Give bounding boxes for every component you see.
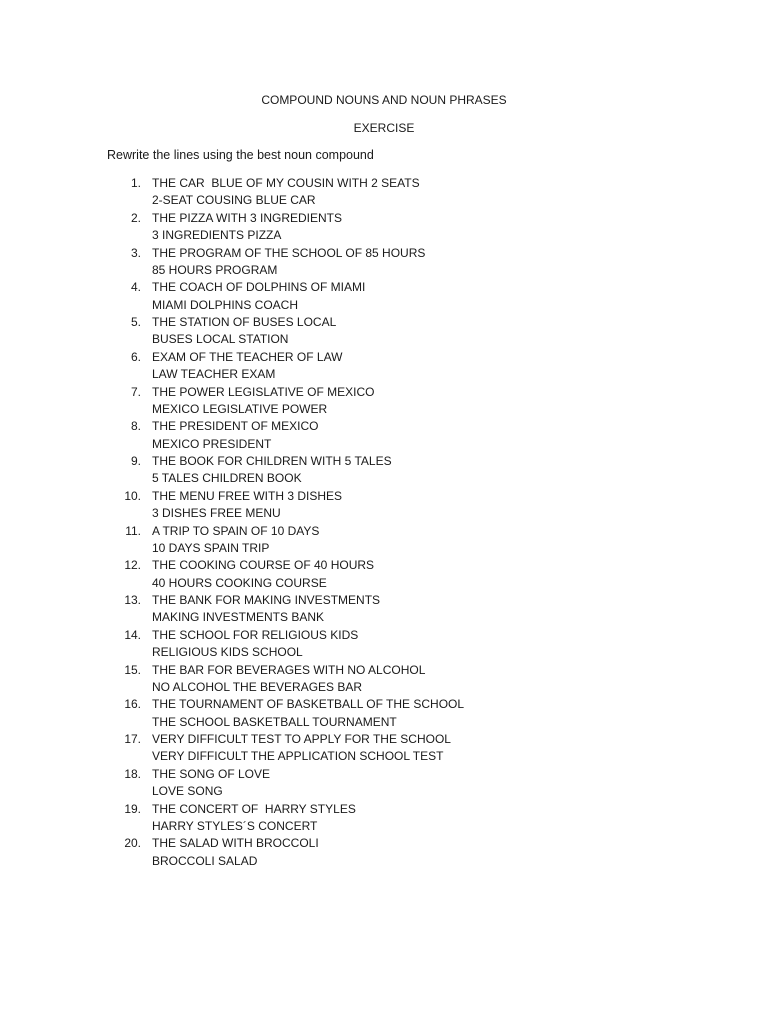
item-answer: 3 DISHES FREE MENU [152, 506, 281, 521]
item-number: 6. [130, 349, 141, 364]
item-answer: MEXICO LEGISLATIVE POWER [152, 401, 328, 416]
item-number: 13. [124, 593, 141, 607]
item-number: 1. [130, 176, 141, 190]
item-number: 11. [125, 523, 141, 538]
item-question: THE COACH OF DOLPHINS OF MIAMI [152, 280, 366, 295]
list-item [0, 627, 768, 662]
item-number: 17. [124, 732, 141, 746]
item-number: 12. [124, 558, 141, 573]
item-question: THE PRESIDENT OF MEXICO [152, 419, 319, 434]
item-question: THE PIZZA WITH 3 INGREDIENTS [152, 210, 343, 225]
list-item [0, 314, 768, 349]
item-number: 14. [124, 627, 141, 642]
item-number: 3. [130, 245, 141, 260]
item-number: 2. [130, 210, 141, 225]
document-subtitle: EXERCISE [353, 121, 415, 135]
item-question: THE SCHOOL FOR RELIGIOUS KIDS [152, 627, 359, 642]
item-question: THE BANK FOR MAKING INVESTMENTS [152, 593, 381, 607]
item-number: 16. [124, 697, 141, 712]
item-number: 4. [130, 280, 141, 295]
item-question: THE SALAD WITH BROCCOLI [152, 836, 319, 851]
item-answer: 3 INGREDIENTS PIZZA [152, 228, 282, 243]
list-item [0, 488, 768, 523]
item-question: THE SONG OF LOVE [152, 766, 271, 781]
list-item [0, 696, 768, 731]
exercise-instruction: Rewrite the lines using the best noun compound [107, 148, 374, 162]
item-question: THE POWER LEGISLATIVE OF MEXICO [152, 384, 375, 399]
list-item [0, 210, 768, 245]
document-title: COMPOUND NOUNS AND NOUN PHRASES [261, 93, 507, 107]
list-item [0, 731, 768, 766]
item-question: THE STATION OF BUSES LOCAL [152, 315, 337, 329]
item-answer: 5 TALES CHILDREN BOOK [152, 471, 302, 486]
list-item [0, 453, 768, 488]
item-answer: RELIGIOUS KIDS SCHOOL [152, 645, 303, 660]
item-answer: THE SCHOOL BASKETBALL TOURNAMENT [152, 714, 397, 729]
list-item [0, 418, 768, 453]
item-number: 20. [124, 836, 141, 851]
item-answer: MEXICO PRESIDENT [152, 436, 272, 451]
list-item [0, 835, 768, 870]
list-item [0, 349, 768, 384]
item-question: THE PROGRAM OF THE SCHOOL OF 85 HOURS [152, 245, 426, 260]
item-number: 10. [124, 488, 141, 503]
item-number: 5. [130, 315, 141, 329]
list-item [0, 245, 768, 280]
item-number: 8. [130, 419, 141, 434]
list-item [0, 662, 768, 697]
item-answer: 85 HOURS PROGRAM [152, 262, 278, 277]
item-number: 19. [124, 801, 141, 816]
item-question: THE CONCERT OF HARRY STYLES [152, 801, 356, 816]
list-item [0, 801, 768, 836]
exercise-list [0, 175, 768, 870]
item-answer: NO ALCOHOL THE BEVERAGES BAR [152, 679, 363, 694]
list-item [0, 523, 768, 558]
item-answer: BROCCOLI SALAD [152, 853, 258, 868]
item-question: THE TOURNAMENT OF BASKETBALL OF THE SCHOOL [152, 697, 465, 712]
item-question: A TRIP TO SPAIN OF 10 DAYS [152, 523, 320, 538]
item-answer: MAKING INVESTMENTS BANK [152, 610, 325, 625]
item-answer: 40 HOURS COOKING COURSE [152, 575, 327, 590]
list-item [0, 592, 768, 627]
item-question: THE BOOK FOR CHILDREN WITH 5 TALES [152, 454, 392, 468]
item-number: 7. [130, 384, 141, 399]
item-question: EXAM OF THE TEACHER OF LAW [152, 349, 343, 364]
list-item [0, 557, 768, 592]
item-number: 9. [130, 454, 141, 468]
list-item [0, 384, 768, 419]
item-question: VERY DIFFICULT TEST TO APPLY FOR THE SCHOOL [152, 732, 451, 746]
list-item [0, 279, 768, 314]
item-answer: 10 DAYS SPAIN TRIP [152, 540, 270, 555]
item-number: 15. [124, 662, 141, 677]
list-item [0, 766, 768, 801]
item-answer: 2-SEAT COUSING BLUE CAR [152, 193, 316, 208]
list-item [0, 175, 768, 210]
item-answer: BUSES LOCAL STATION [152, 332, 289, 347]
item-answer: LAW TEACHER EXAM [152, 367, 276, 382]
item-answer: HARRY STYLES´S CONCERT [152, 818, 318, 833]
item-question: THE CAR BLUE OF MY COUSIN WITH 2 SEATS [152, 176, 420, 190]
item-answer: LOVE SONG [152, 784, 223, 799]
item-question: THE BAR FOR BEVERAGES WITH NO ALCOHOL [152, 662, 426, 677]
item-number: 18. [124, 766, 141, 781]
item-question: THE MENU FREE WITH 3 DISHES [152, 488, 343, 503]
item-question: THE COOKING COURSE OF 40 HOURS [152, 558, 375, 573]
item-answer: MIAMI DOLPHINS COACH [152, 297, 299, 312]
item-answer: VERY DIFFICULT THE APPLICATION SCHOOL TEST [152, 749, 444, 764]
